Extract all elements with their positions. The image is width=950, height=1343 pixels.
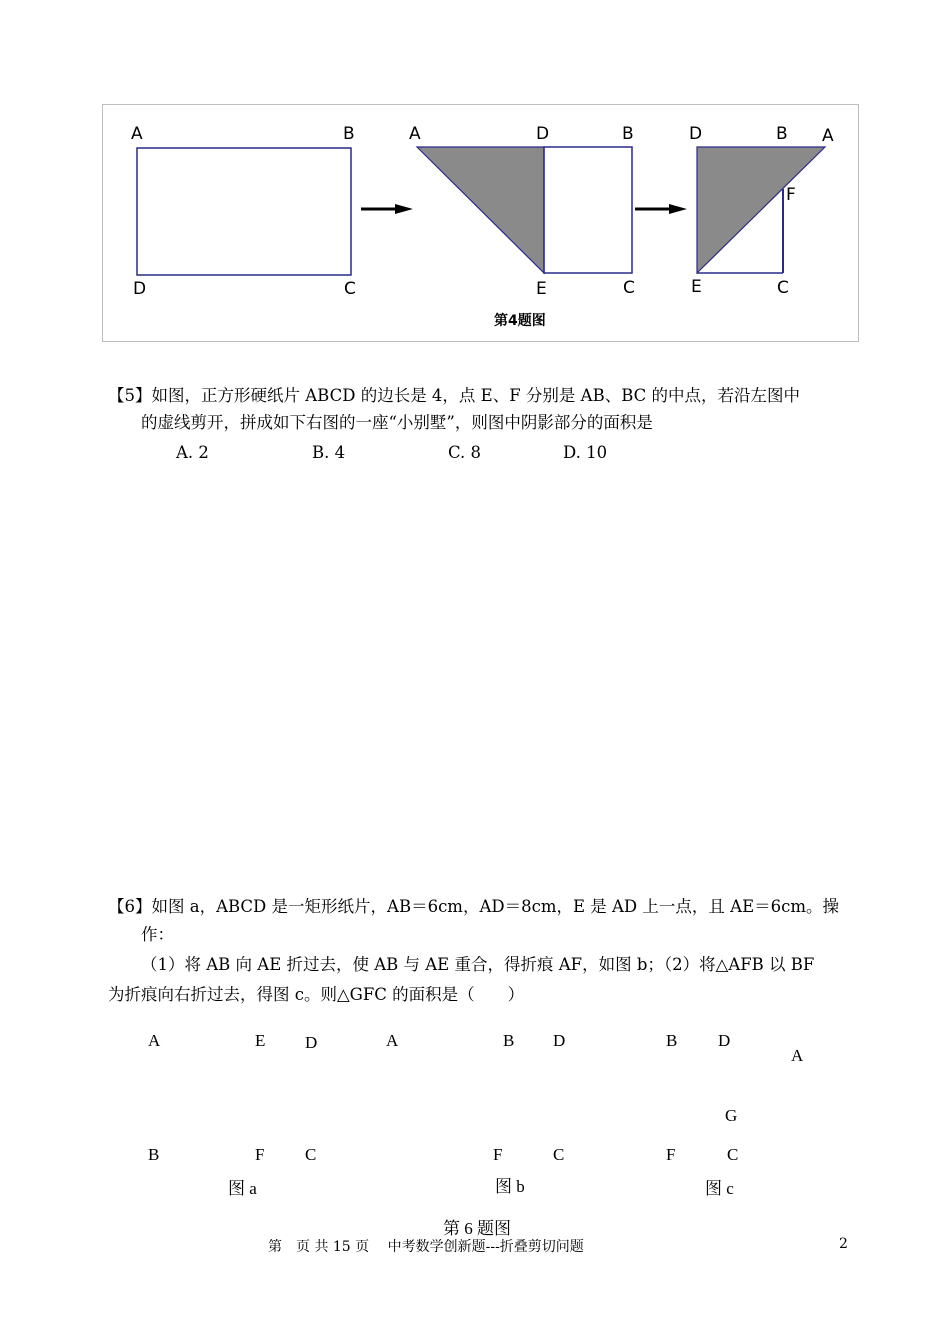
figure-caption: 第4题图 [494,313,546,329]
page-footer: 第 页 共 15 页 中考数学创新题---折叠剪切问题 [268,1239,584,1255]
arrow-1-head [395,204,413,214]
label-b: B [343,124,355,144]
label-c: C [727,1145,739,1164]
label-c: C [623,278,635,298]
label-c: C [344,279,356,299]
label-g: G [725,1106,738,1125]
question-5-line-2: 的虚线剪开，拼成如下右图的一座“小别墅”，则图中阴影部分的面积是 [141,413,653,432]
label-b: B [776,124,788,144]
label-d: D [553,1031,566,1050]
figure-q4-drawing [103,105,860,343]
figure-q4 [102,104,859,342]
label-e: E [691,277,702,297]
label-d: D [133,279,147,299]
label-a: A [822,126,834,146]
label-f: F [493,1145,503,1164]
folded-triangle-3 [697,147,825,273]
label-d: D [305,1033,318,1052]
figure-c-caption: 图 c [705,1179,734,1198]
question-5-line-1: 【5】如图，正方形硬纸片 ABCD 的边长是 4，点 E、F 分别是 AB、BC 的中点，若沿左图中 [108,386,801,405]
label-b: B [622,124,634,144]
option-a: A. 2 [176,443,209,462]
question-6-line-1: 【6】如图 a，ABCD 是一矩形纸片，AB＝6cm，AD＝8cm，E 是 AD 上一点，且 AE＝6cm。操 [108,897,839,916]
label-e: E [255,1031,266,1050]
label-f: F [666,1145,676,1164]
question-6-line-3: （1）将 AB 向 AE 折过去，使 AB 与 AE 重合，得折痕 AF，如图 b；（2）将△AFB 以 BF [141,955,815,974]
option-d: D. 10 [563,443,608,462]
label-b: B [148,1145,160,1164]
label-b: B [503,1031,515,1050]
label-f: F [255,1145,265,1164]
question-6-line-4: 为折痕向右折过去，得图 c。则△GFC 的面积是（ ） [108,985,525,1004]
label-a: A [148,1031,161,1050]
option-b: B. 4 [312,443,346,462]
figure-b-caption: 图 b [495,1177,525,1196]
option-c: C. 8 [448,443,482,462]
label-e: E [536,279,547,299]
label-d: D [536,124,550,144]
figure-q6-caption: 第 6 题图 [443,1219,511,1238]
label-b: B [666,1031,678,1050]
remaining-rectangle-2 [544,147,632,273]
arrow-2-head [669,204,687,214]
label-c: C [777,278,789,298]
label-a: A [409,124,421,144]
label-a: A [131,124,143,144]
label-c: C [305,1145,317,1164]
label-c: C [553,1145,565,1164]
label-d: D [718,1031,731,1050]
label-f: F [786,185,796,205]
page-number: 2 [839,1236,848,1252]
rectangle-abcd [137,148,351,275]
label-a: A [791,1046,804,1065]
folded-triangle-2 [417,147,544,273]
question-6-line-2: 作： [141,925,174,944]
label-d: D [689,124,703,144]
label-a: A [386,1031,399,1050]
figure-a-caption: 图 a [228,1179,257,1198]
